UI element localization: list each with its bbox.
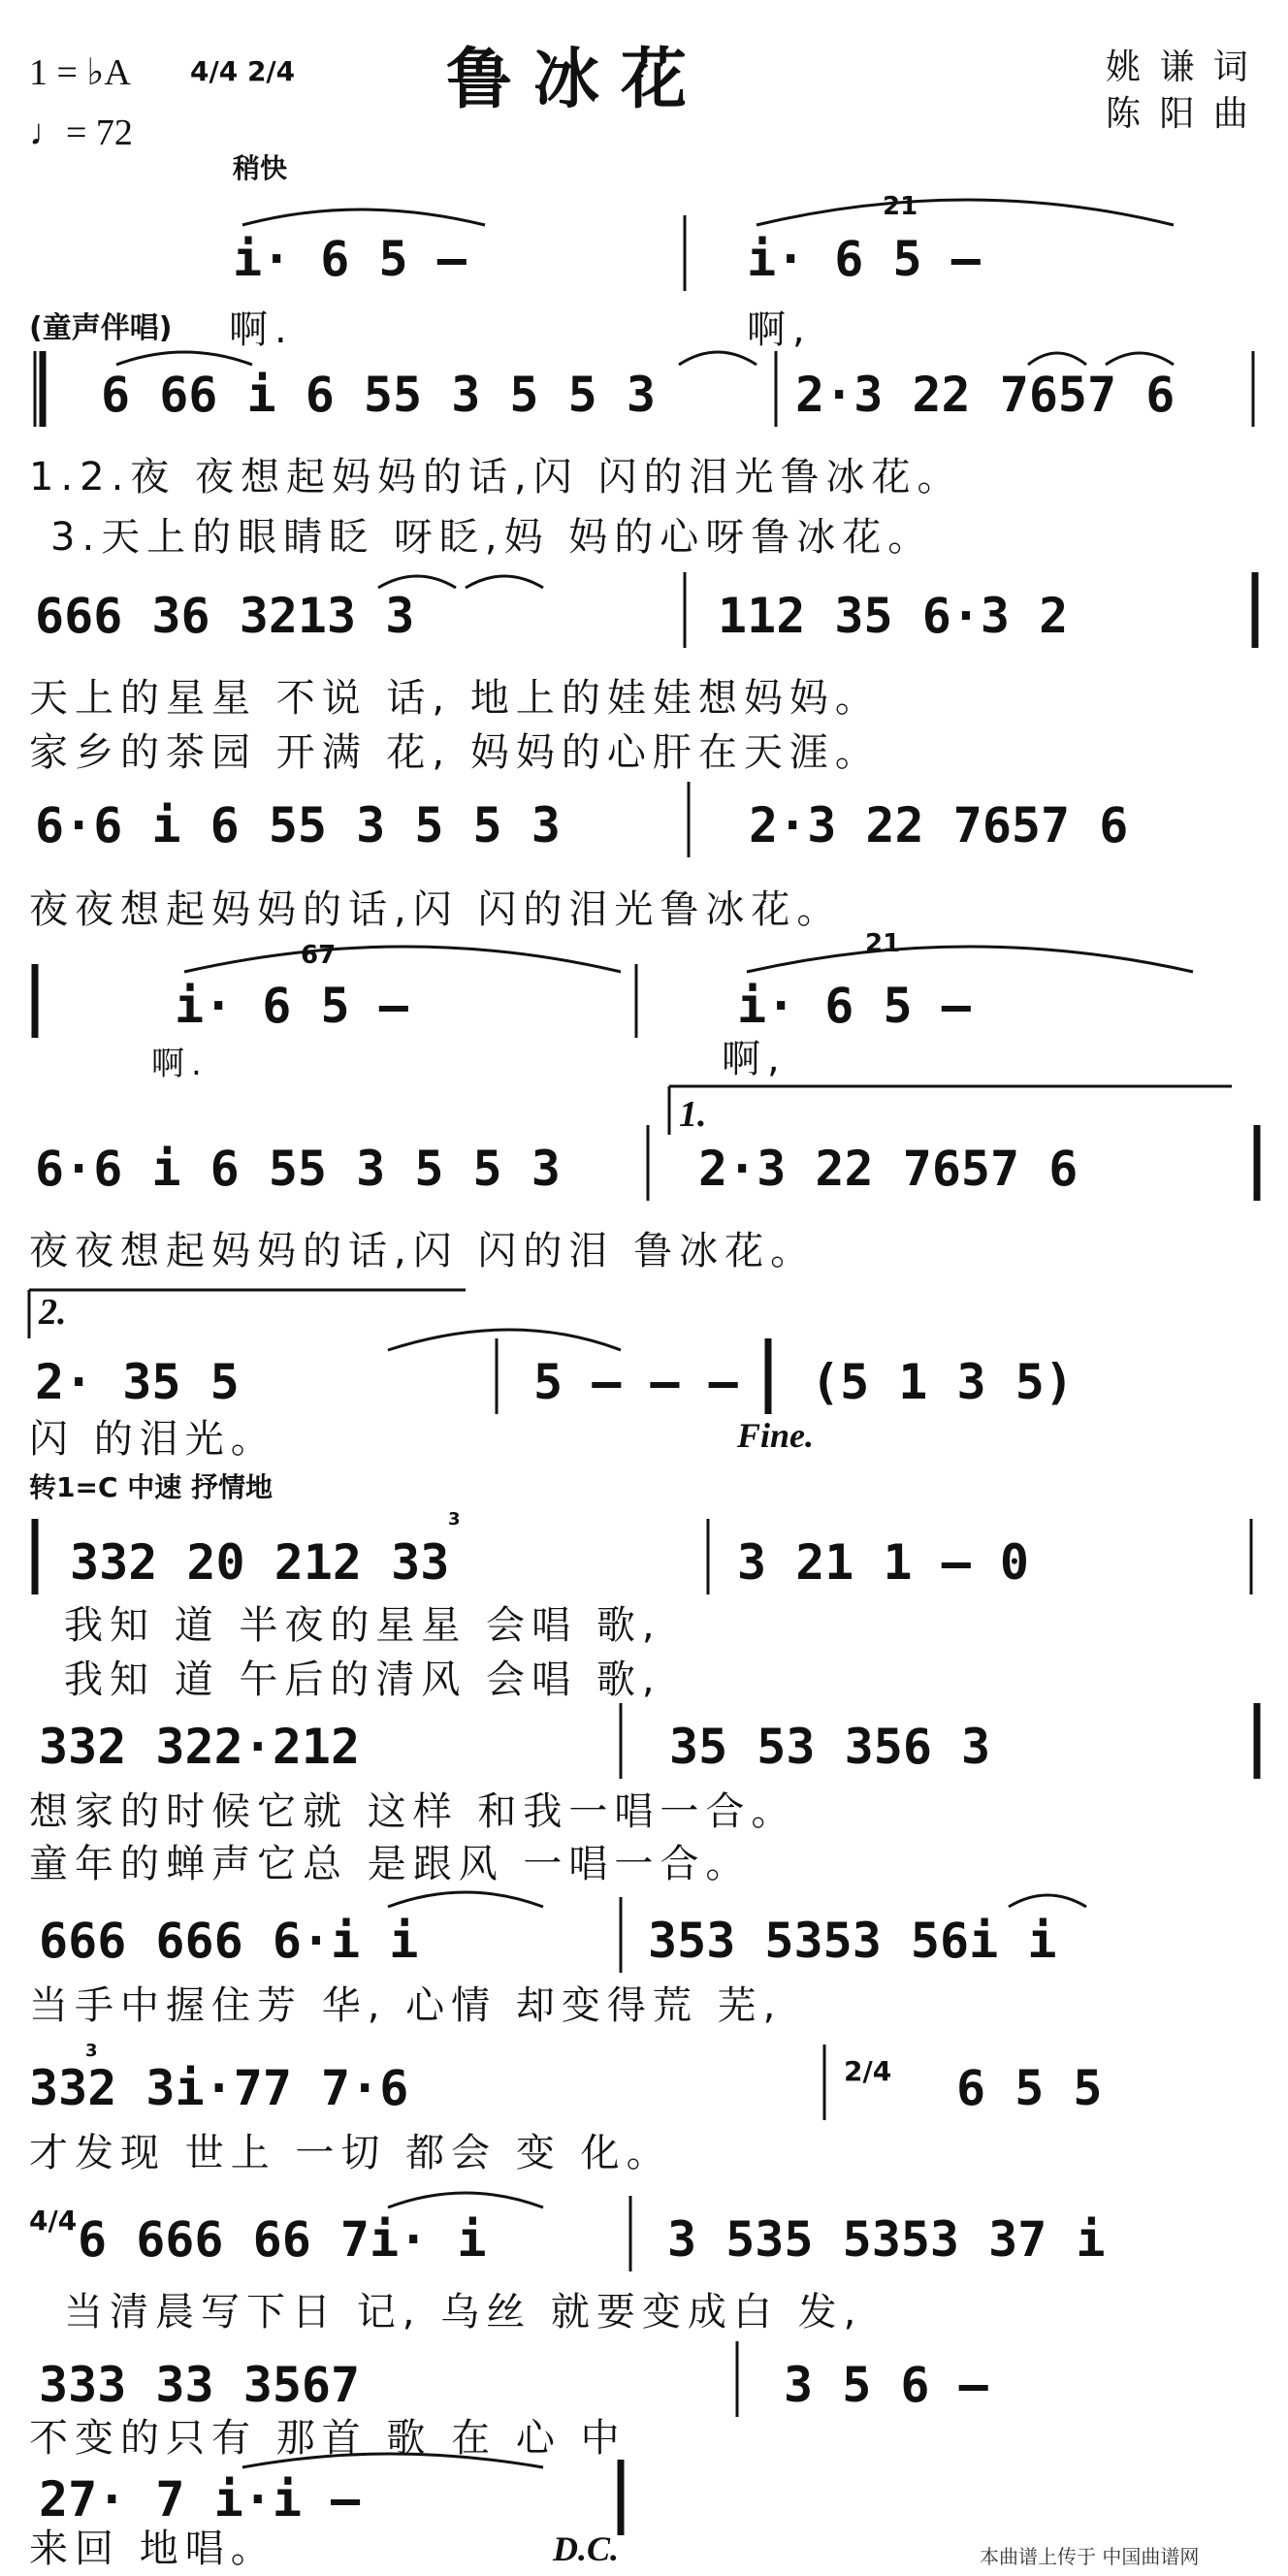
- notation-measure: 6 666 66 7i· i: [78, 2211, 487, 2268]
- notation-measure: 5 — — —: [533, 1354, 738, 1410]
- notation-measure: i· 6 5 —: [747, 231, 981, 287]
- fine-mark: Fine.: [737, 1416, 815, 1455]
- lyric-line: 啊.: [229, 307, 294, 352]
- notation-measure: i· 6 5 —: [175, 978, 408, 1034]
- da-capo-mark: D.C.: [553, 2529, 620, 2568]
- triplet-mark: 3: [448, 1509, 461, 1530]
- modulation-mark: 转1=C 中速 抒情地: [29, 1471, 273, 1503]
- tempo-word: 稍快: [233, 152, 288, 184]
- song-title: 鲁冰花: [446, 41, 709, 118]
- grace-note: 67: [301, 941, 337, 970]
- notation-measure: 332 322·212: [39, 1719, 361, 1775]
- lyric-line: 啊,: [747, 307, 812, 352]
- grace-note: 21: [865, 929, 901, 958]
- lyric-line: 夜夜想起妈妈的话,闪 闪的泪光鲁冰花。: [29, 887, 843, 932]
- lyricist-credit: 姚 谦 词: [1106, 48, 1252, 87]
- notation-measure: 666 36 3213 3: [35, 588, 415, 644]
- key-signature: 1 = ♭A: [29, 52, 131, 93]
- lyric-line: 我知 道 午后的清风 会唱 歌,: [64, 1658, 661, 1702]
- notation-measure: 3 21 1 — 0: [737, 1534, 1030, 1591]
- notation-measure: 3 535 5353 37 i: [667, 2211, 1106, 2268]
- notation-measure: 35 53 356 3: [669, 1719, 991, 1775]
- triplet-mark: 3: [85, 2041, 98, 2061]
- notation-measure: i· 6 5 —: [233, 231, 467, 287]
- footer-credit: 本曲谱上传于 中国曲谱网: [980, 2545, 1200, 2568]
- notation-measure: i· 6 5 —: [737, 978, 971, 1034]
- lyric-line: 不变的只有 那首 歌 在 心 中: [29, 2416, 627, 2461]
- lyric-line: 啊,: [722, 1037, 787, 1081]
- notation-measure: 2·3 22 7657 6: [749, 797, 1129, 853]
- composer-credit: 陈 阳 曲: [1106, 94, 1252, 134]
- lyric-line: 天上的星星 不说 话, 地上的娃娃想妈妈。: [29, 676, 881, 721]
- notation-measure: 6·6 i 6 55 3 5 5 3: [35, 1141, 561, 1197]
- notation-measure: 27· 7 i·i —: [39, 2471, 361, 2528]
- lyric-line: 3.天上的眼睛眨 呀眨,妈 妈的心呀鲁冰花。: [50, 515, 934, 560]
- notation-measure: 333 33 3567: [39, 2357, 361, 2413]
- time-signature: 2/4: [844, 2055, 892, 2087]
- grace-note: 21: [883, 192, 918, 221]
- notation-measure: 666 666 6·i i: [39, 1913, 419, 1969]
- notation-measure: 112 35 6·3 2: [718, 588, 1069, 644]
- volta-2-label: 2.: [39, 1292, 67, 1333]
- lyric-line: 啊.: [151, 1045, 209, 1083]
- notation-measure: 2· 35 5: [35, 1354, 240, 1410]
- notation-measure: 2·3 22 7657 6: [795, 367, 1175, 423]
- lyric-line: 想家的时候它就 这样 和我一唱一合。: [29, 1789, 797, 1834]
- lyric-line: 1.2.夜 夜想起妈妈的话,闪 闪的泪光鲁冰花。: [29, 455, 963, 499]
- notation-measure: 6·6 i 6 55 3 5 5 3: [35, 797, 561, 853]
- voice-label: (童声伴唱): [29, 311, 173, 345]
- lyric-line: 闪 的泪光。: [29, 1417, 276, 1462]
- lyric-line: 当手中握住芳 华, 心情 却变得荒 芜,: [29, 1983, 783, 2028]
- notation-measure: 2·3 22 7657 6: [698, 1141, 1079, 1197]
- time-signature: 4/4 2/4: [190, 55, 296, 87]
- notation-measure: 6 66 i 6 55 3 5 5 3: [101, 367, 656, 423]
- lyric-line: 来回 地唱。: [29, 2527, 276, 2571]
- tempo-marking: ♩= 72: [29, 113, 133, 153]
- volta-1-label: 1.: [679, 1094, 707, 1135]
- lyric-line: 我知 道 半夜的星星 会唱 歌,: [64, 1603, 661, 1648]
- notation-measure: 332 3i·77 7·6: [29, 2060, 409, 2116]
- notation-measure: 3 5 6 —: [784, 2357, 988, 2413]
- notation-measure: 353 5353 56i i: [648, 1913, 1057, 1969]
- lyric-line: 当清晨写下日 记, 乌丝 就要变成白 发,: [64, 2290, 863, 2334]
- lyric-line: 夜夜想起妈妈的话,闪 闪的泪 鲁冰花。: [29, 1229, 817, 1273]
- notation-measure: 332 20 212 33: [70, 1534, 450, 1591]
- lyric-line: 童年的蝉声它总 是跟风 一唱一合。: [29, 1842, 752, 1886]
- notation-measure: (5 1 3 5): [811, 1354, 1074, 1410]
- time-signature: 4/4: [29, 2205, 78, 2237]
- notation-measure: 6 5 5: [956, 2060, 1103, 2116]
- lyric-line: 才发现 世上 一切 都会 变 化。: [29, 2131, 672, 2175]
- lyric-line: 家乡的茶园 开满 花, 妈妈的心肝在天涯。: [29, 730, 881, 775]
